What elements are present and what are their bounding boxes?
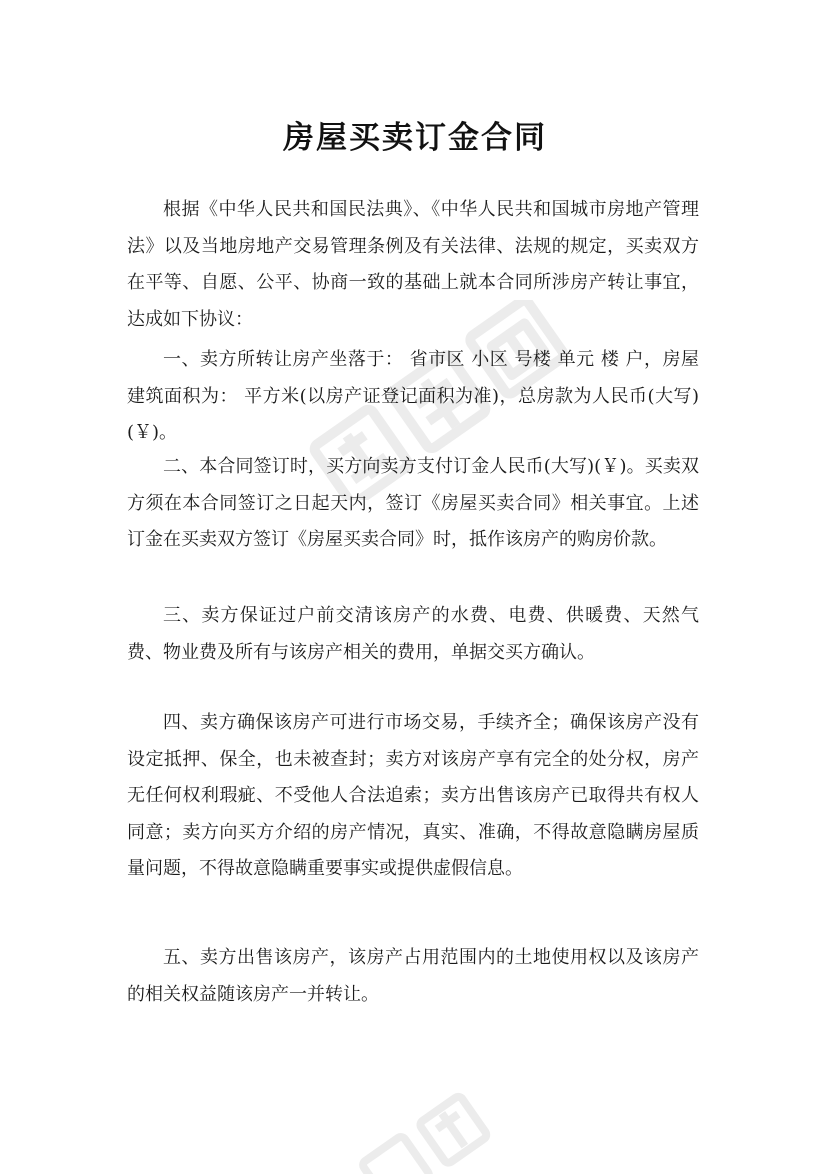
paragraph-clause-2: 二、本合同签订时，买方向卖方支付订金人民币(大写)(￥)。买卖双方须在本合同签订之日起天内，签订《房屋买卖合同》相关事宜。上述订金在买卖双方签订《房屋买卖合同》时，抵作该房产的购房价款。 — [127, 456, 699, 550]
paragraph-clause-3: 三、卖方保证过户前交清该房产的水费、电费、供暖费、天然气费、物业费及所有与该房产相关的费用，单据交买方确认。 — [127, 605, 699, 663]
paragraph-clause-1: 一、卖方所转让房产坐落于： 省市区 小区 号楼 单元 楼 户，房屋建筑面积为： 平方米(以房产证登记面积为准)，总房款为人民币(大写) (￥)。 — [127, 349, 699, 443]
paragraph-preamble: 根据《中华人民共和国民法典》、《中华人民共和国城市房地产管理法》以及当地房地产交易管理条例及有关法律、法规的规定，买卖双方在平等、自愿、公平、协商一致的基础上就本合同所涉房产转让事宜，达成如下协议： — [127, 199, 699, 330]
paragraph-clause-5: 五、卖方出售该房产，该房产占用范围内的土地使用权以及该房产的相关权益随该房产一并转让。 — [127, 947, 699, 1005]
watermark-graphic-bottom — [330, 1080, 530, 1174]
paragraph-clause-4: 四、卖方确保该房产可进行市场交易，手续齐全；确保该房产没有设定抵押、保全，也未被查封；卖方对该房产享有完全的处分权，房产无任何权利瑕疵、不受他人合法追索；卖方出售该房产已取得共有权人同意；卖方向买方介绍的房产情况，真实、准确，不得故意隐瞒房屋质量问题，不得故意隐瞒重要事实或提供虚假信息。 — [127, 712, 699, 879]
document-title: 房屋买卖订金合同 — [283, 120, 547, 156]
